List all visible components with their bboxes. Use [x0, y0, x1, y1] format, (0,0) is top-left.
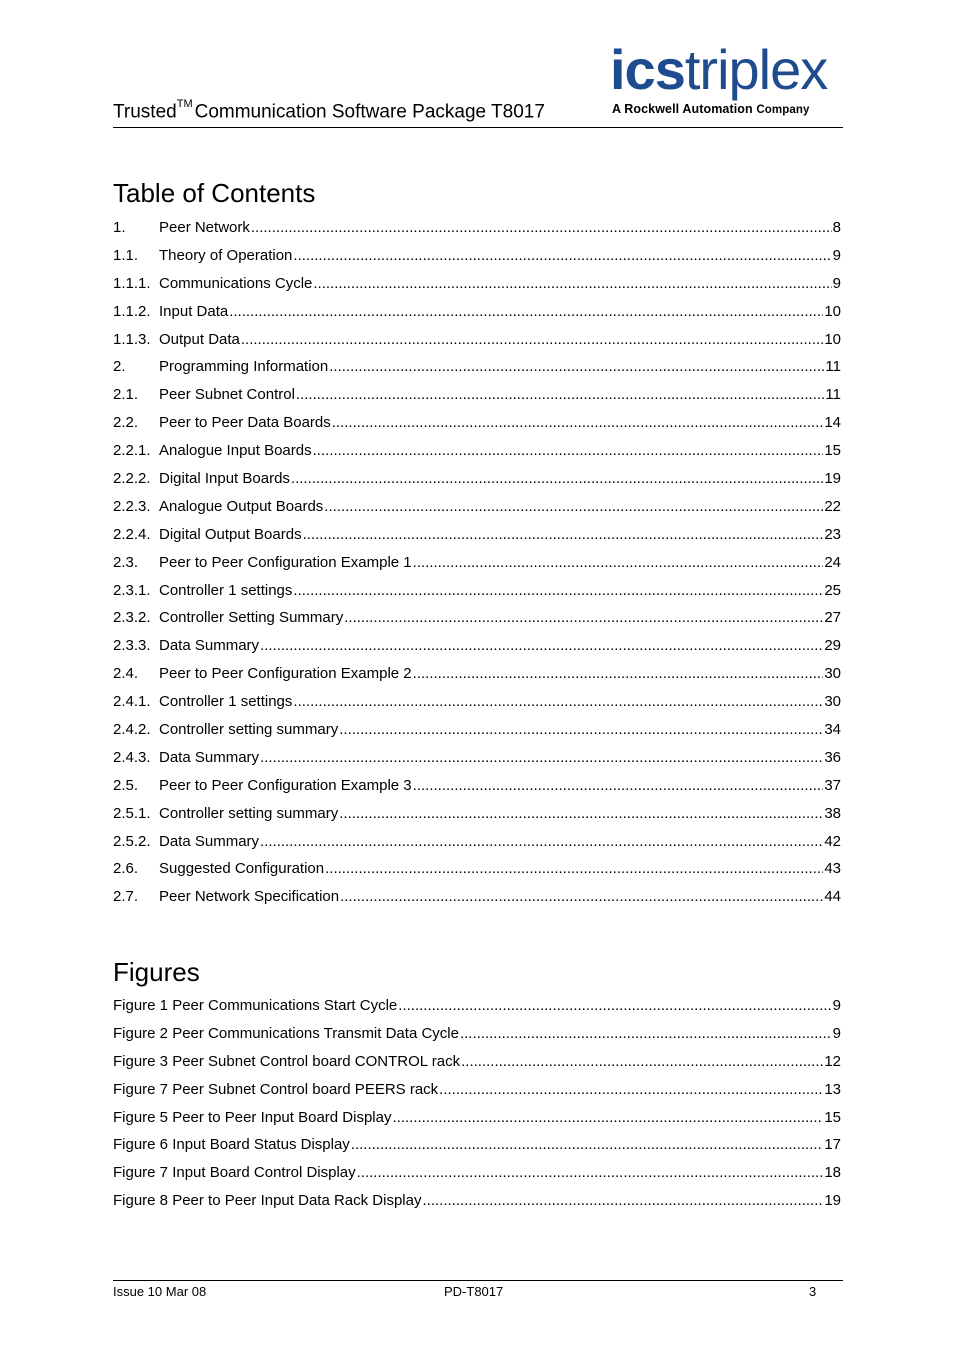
- entry-label: Figure 7 Input Board Control Display: [113, 1164, 356, 1182]
- dot-leader: [260, 748, 823, 768]
- entry-label: Figure 1 Peer Communications Start Cycle: [113, 997, 398, 1014]
- header-divider: [113, 127, 843, 128]
- entry-label: Figure 2 Peer Communications Transmit Data Cycle: [113, 1024, 459, 1042]
- entry-label: Controller 1 settings: [159, 693, 293, 711]
- dot-leader: [329, 357, 824, 377]
- entry-number: 1.: [113, 219, 126, 236]
- entry-label: Figure 8 Peer to Peer Input Data Rack Display: [113, 1192, 422, 1210]
- toc-entry[interactable]: [113, 413, 841, 441]
- entry-number: 2.4.: [113, 665, 139, 683]
- entry-number: 1.1.3.: [113, 330, 151, 348]
- entry-label: Peer to Peer Data Boards: [159, 414, 331, 432]
- entry-number: 2.3.3.: [113, 637, 151, 655]
- footer-page-number: 3: [809, 1284, 817, 1299]
- dot-leader: [413, 664, 824, 684]
- dot-leader: [293, 581, 823, 601]
- toc-entry[interactable]: [113, 469, 841, 497]
- entry-label: Theory of Operation: [159, 246, 293, 264]
- dot-leader: [357, 1163, 824, 1183]
- entry-page-number: 19: [824, 470, 841, 488]
- entry-label: Peer Network: [159, 219, 250, 236]
- entry-label: Peer to Peer Configuration Example 1: [159, 553, 412, 571]
- entry-page-number: 9: [832, 997, 841, 1014]
- entry-page-number: 8: [832, 219, 841, 236]
- dot-leader: [461, 1052, 823, 1072]
- entry-label: Controller 1 settings: [159, 581, 293, 599]
- entry-label: Suggested Configuration: [159, 860, 325, 878]
- entry-number: 2.5.: [113, 776, 139, 794]
- logo-tagline-company: Company: [756, 104, 810, 116]
- figure-entry[interactable]: [113, 1024, 841, 1052]
- entry-number: 1.1.1.: [113, 274, 151, 292]
- dot-leader: [398, 996, 831, 1016]
- entry-number: 2.2.3.: [113, 497, 151, 515]
- entry-page-number: 13: [824, 1080, 841, 1098]
- toc-entry[interactable]: [113, 581, 841, 609]
- entry-number: 2.6.: [113, 860, 139, 878]
- entry-page-number: 24: [824, 553, 841, 571]
- dot-leader: [332, 413, 824, 433]
- toc-entry[interactable]: [113, 357, 841, 385]
- entry-page-number: 14: [824, 414, 841, 432]
- entry-label: Figure 3 Peer Subnet Control board CONTROL rack: [113, 1052, 461, 1070]
- toc-entry[interactable]: [113, 330, 841, 358]
- entry-page-number: 30: [824, 665, 841, 683]
- figures-list: [113, 996, 841, 1219]
- figures-heading: Figures: [113, 957, 200, 987]
- entry-number: 2.3.: [113, 553, 139, 571]
- toc-entry[interactable]: [113, 636, 841, 664]
- dot-leader: [324, 497, 823, 517]
- entry-number: 2.7.: [113, 888, 139, 906]
- entry-page-number: 36: [824, 748, 841, 766]
- dot-leader: [260, 636, 823, 656]
- entry-number: 2.4.1.: [113, 693, 151, 711]
- entry-page-number: 10: [824, 302, 841, 320]
- entry-page-number: 37: [824, 776, 841, 794]
- entry-number: 2.2.: [113, 414, 139, 432]
- entry-label: Communications Cycle: [159, 274, 313, 292]
- entry-label: Peer Subnet Control: [159, 386, 295, 404]
- dot-leader: [340, 887, 823, 907]
- entry-number: 2.2.1.: [113, 442, 151, 460]
- entry-page-number: 11: [825, 358, 841, 376]
- logo-tagline-main: A Rockwell Automation: [612, 102, 753, 116]
- entry-page-number: 15: [824, 1108, 841, 1126]
- figure-entry[interactable]: [113, 1080, 841, 1108]
- entry-page-number: 29: [824, 637, 841, 655]
- entry-label: Digital Output Boards: [159, 525, 302, 543]
- dot-leader: [313, 441, 824, 461]
- toc-entry[interactable]: [113, 441, 841, 469]
- logo-tagline: [612, 102, 809, 116]
- entry-page-number: 11: [825, 386, 841, 404]
- entry-number: 2.3.2.: [113, 609, 151, 627]
- dot-leader: [229, 302, 823, 322]
- figure-entry[interactable]: [113, 1135, 841, 1163]
- entry-page-number: 15: [824, 442, 841, 460]
- toc-heading: Table of Contents: [113, 178, 316, 208]
- dot-leader: [344, 608, 823, 628]
- entry-page-number: 9: [832, 246, 841, 264]
- dot-leader: [413, 553, 824, 573]
- entry-label: Data Summary: [159, 637, 260, 655]
- entry-label: Digital Input Boards: [159, 470, 290, 488]
- trademark-sup: TM: [176, 98, 193, 110]
- entry-label: Peer to Peer Configuration Example 3: [159, 776, 412, 794]
- entry-label: Data Summary: [159, 832, 260, 850]
- entry-page-number: 44: [824, 888, 841, 906]
- logo-triplex: triplex: [684, 38, 828, 101]
- entry-page-number: 25: [824, 581, 841, 599]
- entry-number: 2.4.3.: [113, 748, 151, 766]
- toc-entry[interactable]: [113, 608, 841, 636]
- entry-page-number: 23: [824, 525, 841, 543]
- dot-leader: [241, 330, 823, 350]
- title-rest: Communication Software Package T8017: [194, 101, 545, 123]
- entry-page-number: 10: [824, 330, 841, 348]
- toc-entry[interactable]: [113, 664, 841, 692]
- company-logo: [610, 38, 846, 122]
- entry-page-number: 12: [824, 1052, 841, 1070]
- entry-page-number: 30: [824, 693, 841, 711]
- logo-ics: ics: [610, 38, 685, 101]
- dot-leader: [339, 804, 823, 824]
- entry-number: 2.4.2.: [113, 721, 151, 739]
- entry-label: Controller setting summary: [159, 804, 339, 822]
- dot-leader: [339, 720, 823, 740]
- entry-number: 1.1.: [113, 246, 139, 264]
- entry-label: Input Data: [159, 302, 229, 320]
- logo-wordmark: [610, 38, 828, 101]
- entry-page-number: 9: [832, 1024, 841, 1042]
- title-prefix: Trusted: [113, 101, 177, 123]
- dot-leader: [293, 692, 823, 712]
- entry-number: 2.5.1.: [113, 804, 151, 822]
- entry-label: Figure 5 Peer to Peer Input Board Display: [113, 1108, 392, 1126]
- toc-entry[interactable]: [113, 887, 841, 915]
- entry-label: Output Data: [159, 330, 240, 348]
- toc-entry[interactable]: [113, 274, 841, 302]
- entry-label: Analogue Output Boards: [159, 497, 324, 515]
- toc-list: [113, 218, 841, 915]
- dot-leader: [460, 1024, 832, 1044]
- toc-entry[interactable]: [113, 859, 841, 887]
- dot-leader: [291, 469, 823, 489]
- entry-label: Controller setting summary: [159, 721, 339, 739]
- document-title: [113, 98, 545, 123]
- entry-label: Controller Setting Summary: [159, 609, 344, 627]
- entry-number: 2.3.1.: [113, 581, 151, 599]
- entry-label: Figure 7 Peer Subnet Control board PEERS rack: [113, 1080, 439, 1098]
- toc-entry[interactable]: [113, 832, 841, 860]
- entry-label: Figure 6 Input Board Status Display: [113, 1136, 350, 1154]
- footer-divider: [113, 1280, 843, 1281]
- entry-page-number: 42: [824, 832, 841, 850]
- entry-page-number: 9: [832, 274, 841, 292]
- entry-number: 2.2.4.: [113, 525, 151, 543]
- dot-leader: [351, 1135, 824, 1155]
- entry-label: Data Summary: [159, 748, 260, 766]
- entry-number: 1.1.2.: [113, 302, 151, 320]
- toc-entry[interactable]: [113, 525, 841, 553]
- entry-label: Peer Network Specification: [159, 888, 340, 906]
- toc-entry[interactable]: [113, 720, 841, 748]
- toc-entry[interactable]: [113, 385, 841, 413]
- figure-entry[interactable]: [113, 1108, 841, 1136]
- dot-leader: [325, 859, 823, 879]
- figure-entry[interactable]: [113, 1052, 841, 1080]
- entry-page-number: 27: [824, 609, 841, 627]
- dot-leader: [413, 776, 824, 796]
- entry-number: 2.5.2.: [113, 832, 151, 850]
- entry-label: Peer to Peer Configuration Example 2: [159, 665, 412, 683]
- dot-leader: [422, 1191, 823, 1211]
- figure-entry[interactable]: [113, 1163, 841, 1191]
- toc-entry[interactable]: [113, 776, 841, 804]
- entry-label: Programming Information: [159, 358, 329, 376]
- toc-entry[interactable]: [113, 553, 841, 581]
- entry-page-number: 38: [824, 804, 841, 822]
- entry-number: 2.1.: [113, 386, 139, 404]
- toc-entry[interactable]: [113, 804, 841, 832]
- toc-entry[interactable]: [113, 246, 841, 274]
- entry-page-number: 22: [824, 497, 841, 515]
- dot-leader: [296, 385, 825, 405]
- toc-entry[interactable]: [113, 302, 841, 330]
- entry-number: 2.: [113, 358, 126, 376]
- entry-page-number: 17: [824, 1136, 841, 1154]
- dot-leader: [251, 218, 832, 238]
- toc-entry[interactable]: [113, 218, 841, 246]
- dot-leader: [260, 832, 823, 852]
- figure-entry[interactable]: [113, 996, 841, 1024]
- figure-entry[interactable]: [113, 1191, 841, 1219]
- dot-leader: [392, 1108, 823, 1128]
- entry-number: 2.2.2.: [113, 470, 151, 488]
- dot-leader: [439, 1080, 823, 1100]
- footer-issue: Issue 10 Mar 08: [113, 1284, 207, 1299]
- entry-page-number: 18: [824, 1164, 841, 1182]
- entry-page-number: 34: [824, 721, 841, 739]
- dot-leader: [293, 246, 831, 266]
- dot-leader: [313, 274, 831, 294]
- toc-entry[interactable]: [113, 692, 841, 720]
- entry-page-number: 19: [824, 1192, 841, 1210]
- dot-leader: [303, 525, 824, 545]
- toc-entry[interactable]: [113, 497, 841, 525]
- entry-page-number: 43: [824, 860, 841, 878]
- toc-entry[interactable]: [113, 748, 841, 776]
- entry-label: Analogue Input Boards: [159, 442, 312, 460]
- footer-doc-id: PD-T8017: [444, 1284, 504, 1299]
